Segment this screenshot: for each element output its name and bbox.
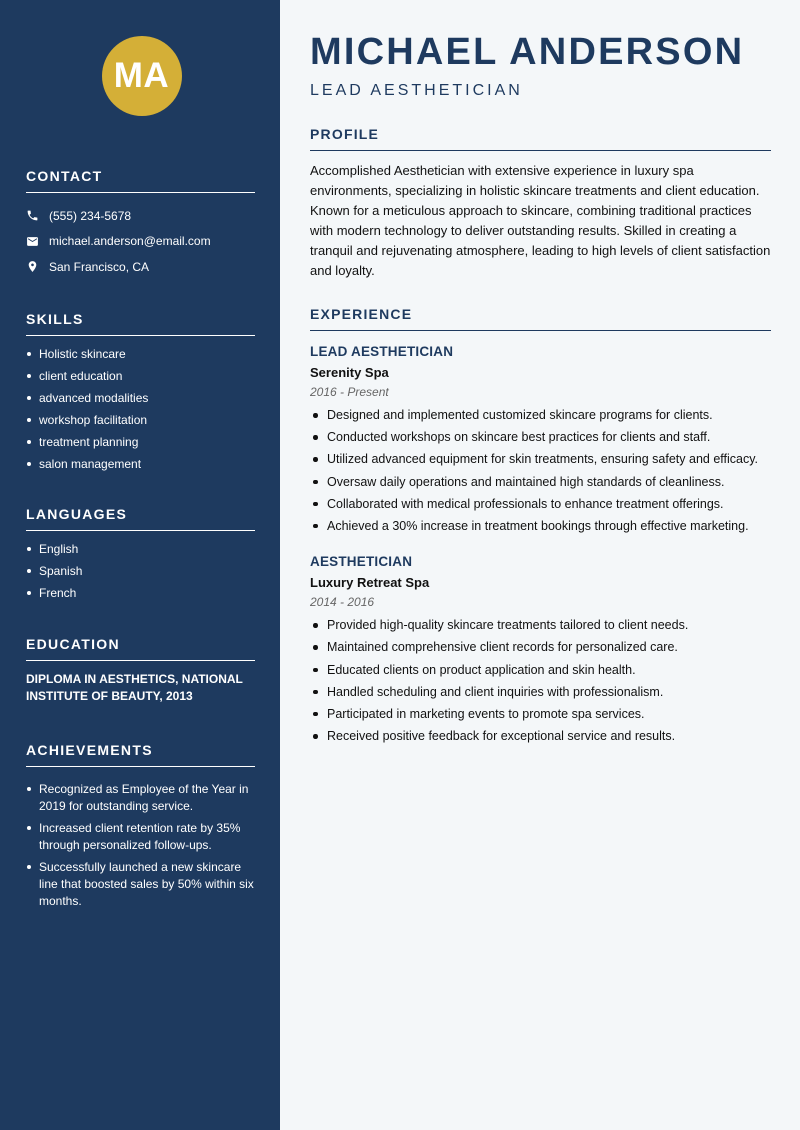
job-bullet: Participated in marketing events to promote spa services. xyxy=(310,706,771,728)
experience-heading: EXPERIENCE xyxy=(310,306,771,331)
phone-text: (555) 234-5678 xyxy=(49,208,132,223)
main-content xyxy=(280,0,800,1130)
skill-item: treatment planning xyxy=(26,434,255,456)
language-item: English xyxy=(26,541,255,563)
achievement-item: Recognized as Employee of the Year in 2019 for outstanding service. xyxy=(26,781,255,815)
job-title: LEAD AESTHETICIAN xyxy=(310,344,454,359)
job-bullet: Educated clients on product application and skin health. xyxy=(310,662,771,684)
job-bullet: Maintained comprehensive client records for personalized care. xyxy=(310,639,771,661)
job-bullets xyxy=(310,407,771,540)
skills-heading: SKILLS xyxy=(26,311,255,336)
phone-icon xyxy=(26,209,39,222)
contact-section xyxy=(26,168,255,280)
achievements-heading: ACHIEVEMENTS xyxy=(26,742,255,767)
job-entry xyxy=(310,554,771,750)
contact-phone xyxy=(26,203,255,229)
languages-heading: LANGUAGES xyxy=(26,506,255,531)
email-text[interactable]: michael.anderson@email.com xyxy=(49,234,211,249)
language-item: French xyxy=(26,585,255,607)
achievement-item: Increased client retention rate by 35% through personalized follow-ups. xyxy=(26,820,255,854)
profile-text: Accomplished Aesthetician with extensive experience in luxury spa environments, specializing in holistic skincare treatments and client education. Known for a meticulous approach to skincare, combining traditional practices with modern technology to deliver outstanding results. Skilled in creating a tranquil and rejuvenating atmosphere, leading to high levels of client satisfaction and loyalty. xyxy=(310,163,771,278)
job-bullet: Collaborated with medical professionals to enhance treatment offerings. xyxy=(310,496,771,518)
job-bullet: Conducted workshops on skincare best practices for clients and staff. xyxy=(310,429,771,451)
sidebar xyxy=(0,0,280,1130)
candidate-role: LEAD AESTHETICIAN xyxy=(310,82,523,99)
job-bullets xyxy=(310,617,771,750)
email-icon xyxy=(26,235,39,248)
job-bullet: Oversaw daily operations and maintained high standards of cleanliness. xyxy=(310,474,771,496)
experience-section xyxy=(310,306,771,750)
achievement-item: Successfully launched a new skincare line that boosted sales by 50% within six months. xyxy=(26,859,255,910)
achievements-list xyxy=(26,781,255,910)
skills-list xyxy=(26,346,255,479)
avatar-initials: MA xyxy=(113,56,170,95)
job-bullet: Achieved a 30% increase in treatment bookings through effective marketing. xyxy=(310,518,771,540)
contact-email xyxy=(26,229,255,255)
skill-item: salon management xyxy=(26,456,255,478)
education-entry: DIPLOMA IN AESTHETICS, NATIONAL INSTITUTE OF BEAUTY, 2013 xyxy=(26,672,243,704)
skill-item: Holistic skincare xyxy=(26,346,255,368)
job-dates: 2014 - 2016 xyxy=(310,595,375,610)
job-dates: 2016 - Present xyxy=(310,385,389,399)
language-item: Spanish xyxy=(26,563,255,585)
location-pin-icon xyxy=(26,260,39,273)
skill-item: advanced modalities xyxy=(26,390,255,412)
job-entry xyxy=(310,344,771,540)
job-title: AESTHETICIAN xyxy=(310,554,413,570)
education-section xyxy=(26,636,255,705)
job-bullet: Handled scheduling and client inquiries with professionalism. xyxy=(310,684,771,706)
job-bullet: Designed and implemented customized skincare programs for clients. xyxy=(310,407,771,429)
profile-section xyxy=(310,126,771,281)
avatar xyxy=(102,36,182,116)
job-company: Serenity Spa xyxy=(310,365,389,380)
achievements-section xyxy=(26,742,255,910)
candidate-name: MICHAEL ANDERSON xyxy=(310,31,745,73)
profile-heading: PROFILE xyxy=(310,126,771,151)
education-heading: EDUCATION xyxy=(26,636,255,661)
job-bullet: Received positive feedback for exceptional service and results. xyxy=(310,728,771,750)
contact-heading: CONTACT xyxy=(26,168,255,193)
contact-location xyxy=(26,254,255,280)
languages-list xyxy=(26,541,255,608)
job-bullet: Utilized advanced equipment for skin treatments, ensuring safety and efficacy. xyxy=(310,451,771,473)
location-text: San Francisco, CA xyxy=(49,259,150,274)
skill-item: workshop facilitation xyxy=(26,412,255,434)
job-bullet: Provided high-quality skincare treatments tailored to client needs. xyxy=(310,617,771,639)
job-company: Luxury Retreat Spa xyxy=(310,575,430,591)
skills-section xyxy=(26,311,255,479)
skill-item: client education xyxy=(26,368,255,390)
languages-section xyxy=(26,506,255,608)
contact-list xyxy=(26,203,255,280)
